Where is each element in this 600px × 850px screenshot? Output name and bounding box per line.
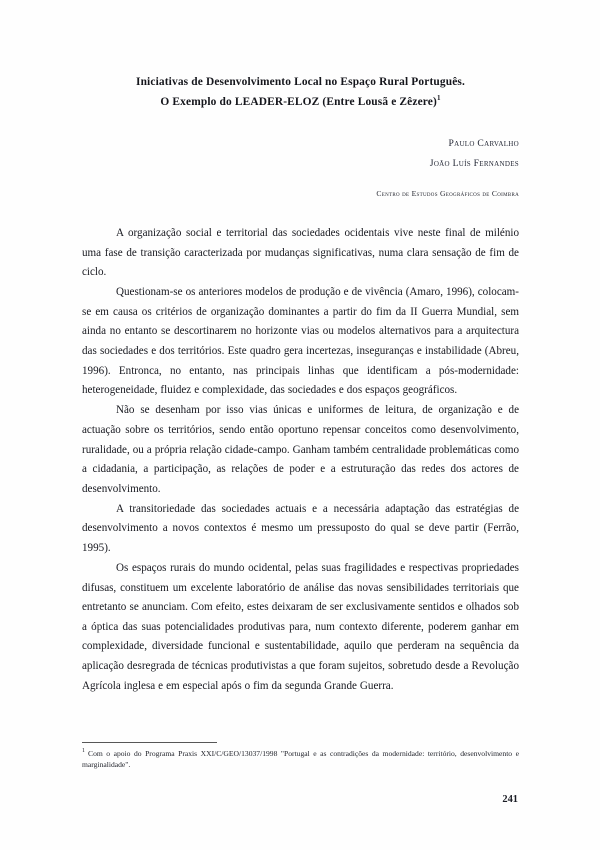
article-title-line-2 — [82, 92, 519, 112]
author-name-1: Paulo Carvalho — [448, 138, 519, 149]
body-paragraph: A organização social e territorial das sociedades ocidentais vive neste final de milénio uma fase de transição caracterizada por mudanças significativas, numa clara sensação de fim de ciclo. — [82, 227, 519, 279]
author-affiliation: Centro de Estudos Geográficos de Coimbra — [376, 189, 519, 198]
author-name-2: João Luís Fernandes — [429, 158, 519, 169]
article-body — [82, 224, 519, 696]
article-title-line-1: Iniciativas de Desenvolvimento Local no Espaço Rural Português. — [135, 76, 466, 88]
page-number: 241 — [502, 794, 518, 805]
author-list — [82, 134, 519, 174]
footnote-separator-rule — [82, 742, 217, 743]
footnote-entry — [82, 748, 519, 771]
body-paragraph: A transitoriedade das sociedades actuais e a necessária adaptação das estratégias de desenvolvimento a novos contextos é mesmo um pressuposto do qual se deve partir (Ferrão, 1995). — [82, 502, 519, 554]
footnote-marker: 1 — [82, 748, 85, 755]
page-content — [82, 0, 519, 697]
article-title-line-2-text: O Exemplo do LEADER-ELOZ (Entre Lousã e Zêzere) — [160, 96, 437, 108]
article-title-block — [82, 72, 519, 112]
footnote-area — [82, 742, 519, 771]
body-paragraph: Os espaços rurais do mundo ocidental, pelas suas fragilidades e respectivas propriedades difusas, constituem um excelente laboratório de análise das novas sensibilidades territoriais que entretanto se anunciam. Com efeito, estes deixaram de ser exclusivamente sentidos e olhados sob a óptica das suas potencialidades produtivas para, num contexto diferente, poderem ganhar em complexidade, diversidade funcional e sustentabilidade, aquilo que perderam na sequência da aplicação desregrada de técnicas produtivistas a que foram sujeitos, sobretudo desde a Revolução Agrícola inglesa e em especial após o fim da segunda Grande Guerra. — [82, 562, 519, 692]
body-paragraph: Questionam-se os anteriores modelos de produção e de vivência (Amaro, 1996), colocam-se em causa os critérios de organização dominantes a partir do fim da II Guerra Mundial, sem ainda no entanto se descortinarem no horizonte vias ou modelos alternativos para a arquitectura das sociedades e dos territórios. Este quadro gera incertezas, inseguranças e instabilidade (Abreu, 1996). Entronca, no entanto, nas principais linhas que identificam a pós-modernidade: heterogeneidade, fluidez e complexidade, das sociedades e dos espaços geográficos. — [82, 286, 519, 397]
body-paragraph: Não se desenham por isso vias únicas e uniformes de leitura, de organização e de actuação sobre os territórios, sendo então oportuno repensar conceitos como desenvolvimento, ruralidade, ou a própria relação cidade-campo. Ganham também centralidade problemáticas como a cidadania, a participação, as relações de poder e a estruturação das redes dos actores de desenvolvimento. — [82, 404, 519, 495]
footnote-text: Com o apoio do Programa Praxis XXI/C/GEO/13037/1998 "Portugal e as contradições da modernidade: território, desenvolvimento e marginalidade". — [82, 749, 519, 770]
title-footnote-marker: 1 — [436, 94, 441, 103]
